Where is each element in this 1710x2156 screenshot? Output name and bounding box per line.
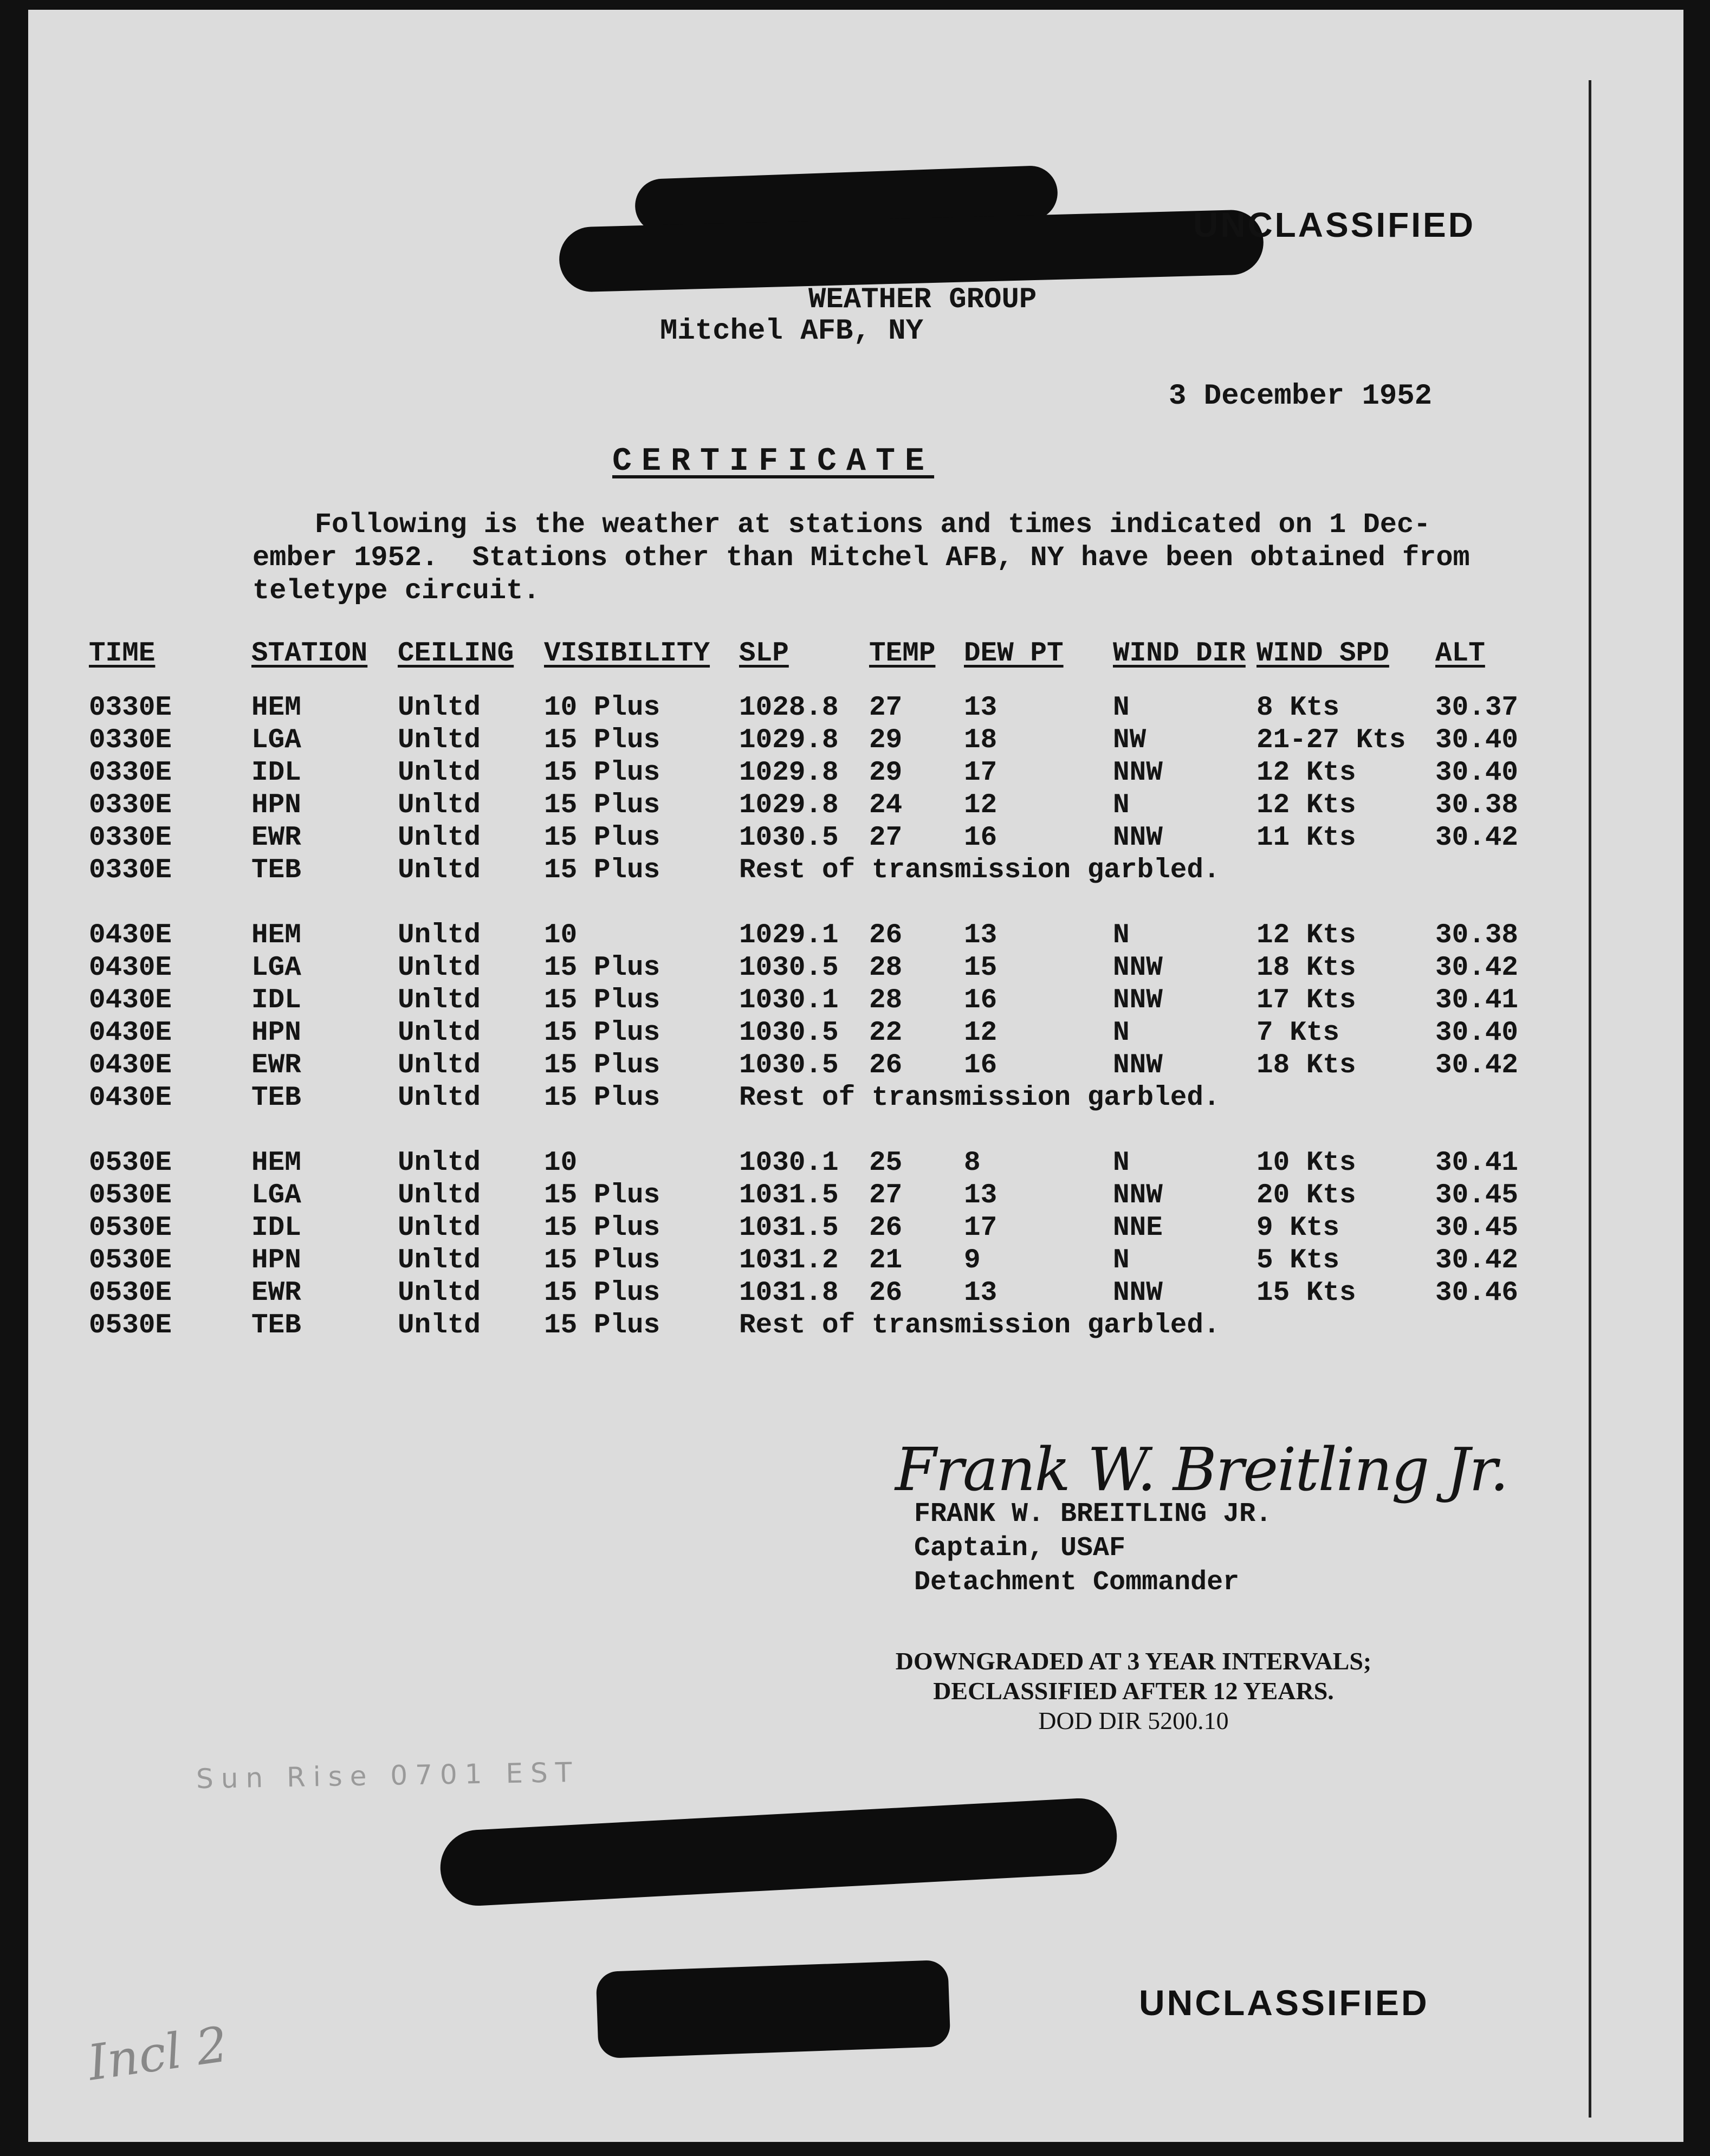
table-cell: NNW xyxy=(1113,985,1163,1016)
garbled-note: Rest of transmission garbled. xyxy=(739,1310,1220,1341)
table-cell: 15 Plus xyxy=(544,1018,660,1048)
table-cell: Unltd xyxy=(398,725,481,756)
table-cell: 0530E xyxy=(89,1180,172,1211)
table-cell: Unltd xyxy=(398,1148,481,1179)
table-cell: HPN xyxy=(251,1018,301,1048)
handwritten-corner-note: Incl 2 xyxy=(84,2016,231,2092)
table-row xyxy=(89,953,1522,985)
document-date: 3 December 1952 xyxy=(1169,380,1433,413)
table-cell: 1031.2 xyxy=(739,1245,839,1276)
table-cell: NNW xyxy=(1113,1180,1163,1211)
column-header: DEW PT xyxy=(964,638,1064,669)
table-row xyxy=(89,725,1522,757)
table-cell: 0330E xyxy=(89,692,172,723)
table-cell: 15 Plus xyxy=(544,1083,660,1113)
table-cell: HPN xyxy=(251,1245,301,1276)
table-cell: LGA xyxy=(251,953,301,983)
table-cell: 30.42 xyxy=(1435,953,1519,983)
table-cell: 26 xyxy=(869,1050,903,1081)
table-row xyxy=(89,1148,1522,1180)
table-cell: 11 Kts xyxy=(1256,823,1356,853)
table-row xyxy=(89,855,1522,888)
table-cell: NNW xyxy=(1113,823,1163,853)
table-cell: TEB xyxy=(251,855,301,886)
table-cell: 1028.8 xyxy=(739,692,839,723)
signer-rank: Captain, USAF xyxy=(914,1533,1126,1564)
table-cell: 9 Kts xyxy=(1256,1213,1340,1244)
table-cell: 30.40 xyxy=(1435,1018,1519,1048)
org-line: WEATHER GROUP xyxy=(808,283,1037,316)
table-row xyxy=(89,1083,1522,1115)
table-cell: 28 xyxy=(869,953,903,983)
table-cell: 10 xyxy=(544,920,578,951)
column-header: SLP xyxy=(739,638,789,669)
table-cell: 30.38 xyxy=(1435,920,1519,951)
table-row xyxy=(89,920,1522,953)
garbled-note: Rest of transmission garbled. xyxy=(739,855,1220,886)
table-cell: 7 Kts xyxy=(1256,1018,1340,1048)
table-row xyxy=(89,1018,1522,1050)
table-cell: N xyxy=(1113,1148,1130,1179)
table-cell: HPN xyxy=(251,790,301,821)
table-cell: 0530E xyxy=(89,1278,172,1309)
table-cell: NNE xyxy=(1113,1213,1163,1244)
table-cell: 13 xyxy=(964,1180,998,1211)
table-cell: TEB xyxy=(251,1310,301,1341)
table-cell: 1029.8 xyxy=(739,725,839,756)
pencil-note: Sun Rise 0701 EST xyxy=(196,1756,580,1795)
table-cell: NNW xyxy=(1113,757,1163,788)
table-cell: Unltd xyxy=(398,1278,481,1309)
table-cell: 0530E xyxy=(89,1148,172,1179)
table-cell: Unltd xyxy=(398,1083,481,1113)
table-cell: 15 Plus xyxy=(544,953,660,983)
garbled-note: Rest of transmission garbled. xyxy=(739,1083,1220,1113)
table-cell: 0330E xyxy=(89,790,172,821)
table-cell: 5 Kts xyxy=(1256,1245,1340,1276)
column-header: TEMP xyxy=(869,638,936,669)
table-cell: TEB xyxy=(251,1083,301,1113)
table-cell: Unltd xyxy=(398,855,481,886)
table-cell: 30.38 xyxy=(1435,790,1519,821)
table-row xyxy=(89,823,1522,855)
table-cell: 18 Kts xyxy=(1256,1050,1356,1081)
table-cell: 15 Plus xyxy=(544,1245,660,1276)
table-row xyxy=(89,757,1522,790)
table-cell: 15 Plus xyxy=(544,757,660,788)
table-cell: 0430E xyxy=(89,920,172,951)
handwritten-signature: Frank W. Breitling Jr. xyxy=(895,1435,1508,1504)
table-cell: EWR xyxy=(251,823,301,853)
table-cell: 1030.1 xyxy=(739,1148,839,1179)
table-cell: N xyxy=(1113,920,1130,951)
table-cell: 1030.5 xyxy=(739,1018,839,1048)
table-cell: Unltd xyxy=(398,920,481,951)
table-cell: 0530E xyxy=(89,1310,172,1341)
table-cell: 12 Kts xyxy=(1256,920,1356,951)
table-cell: 17 xyxy=(964,1213,998,1244)
table-cell: 13 xyxy=(964,1278,998,1309)
table-cell: 18 xyxy=(964,725,998,756)
signer-name: FRANK W. BREITLING JR. xyxy=(914,1499,1272,1530)
table-cell: LGA xyxy=(251,1180,301,1211)
intro-line-1: Following is the weather at stations and times indicated on 1 Dec- xyxy=(247,509,1431,541)
table-cell: 0330E xyxy=(89,757,172,788)
table-cell: 0530E xyxy=(89,1245,172,1276)
table-cell: 16 xyxy=(964,985,998,1016)
table-cell: 1030.5 xyxy=(739,953,839,983)
table-cell: IDL xyxy=(251,985,301,1016)
table-cell: 30.42 xyxy=(1435,1245,1519,1276)
table-row xyxy=(89,692,1522,725)
document-page xyxy=(28,10,1683,2142)
group-spacer xyxy=(89,1115,1522,1148)
table-cell: 10 Kts xyxy=(1256,1148,1356,1179)
redaction-bar xyxy=(595,1960,950,2059)
table-cell: 30.42 xyxy=(1435,1050,1519,1081)
table-cell: 10 Plus xyxy=(544,692,660,723)
table-header-row xyxy=(89,638,1522,692)
table-cell: NNW xyxy=(1113,1278,1163,1309)
column-header: WIND SPD xyxy=(1256,638,1389,669)
table-cell: 1030.1 xyxy=(739,985,839,1016)
table-cell: NNW xyxy=(1113,1050,1163,1081)
table-cell: Unltd xyxy=(398,1213,481,1244)
table-cell: 15 xyxy=(964,953,998,983)
table-cell: 26 xyxy=(869,1213,903,1244)
table-cell: 0330E xyxy=(89,855,172,886)
table-cell: 8 Kts xyxy=(1256,692,1340,723)
table-cell: 1031.8 xyxy=(739,1278,839,1309)
table-cell: 15 Plus xyxy=(544,855,660,886)
table-cell: 15 Plus xyxy=(544,1213,660,1244)
table-cell: 13 xyxy=(964,920,998,951)
table-cell: NNW xyxy=(1113,953,1163,983)
declass-line-2: DECLASSIFIED AFTER 12 YEARS. xyxy=(933,1677,1334,1705)
table-cell: Unltd xyxy=(398,1180,481,1211)
table-cell: 26 xyxy=(869,1278,903,1309)
table-cell: 15 Plus xyxy=(544,1050,660,1081)
table-cell: 0430E xyxy=(89,1050,172,1081)
table-cell: 30.40 xyxy=(1435,757,1519,788)
table-cell: 1031.5 xyxy=(739,1213,839,1244)
table-cell: Unltd xyxy=(398,1245,481,1276)
table-cell: 17 Kts xyxy=(1256,985,1356,1016)
table-cell: N xyxy=(1113,692,1130,723)
table-row xyxy=(89,985,1522,1018)
table-cell: 12 xyxy=(964,1018,998,1048)
weather-table xyxy=(89,638,1522,1343)
table-cell: 30.45 xyxy=(1435,1213,1519,1244)
table-cell: Unltd xyxy=(398,1310,481,1341)
table-row xyxy=(89,1180,1522,1213)
table-cell: HEM xyxy=(251,920,301,951)
table-cell: 15 Plus xyxy=(544,790,660,821)
table-cell: Unltd xyxy=(398,757,481,788)
table-cell: HEM xyxy=(251,1148,301,1179)
intro-line-2: ember 1952. Stations other than Mitchel AFB, NY have been obtained from xyxy=(252,542,1470,574)
column-header: TIME xyxy=(89,638,156,669)
table-cell: 15 Kts xyxy=(1256,1278,1356,1309)
table-row xyxy=(89,1310,1522,1343)
table-cell: 10 xyxy=(544,1148,578,1179)
table-cell: Unltd xyxy=(398,1018,481,1048)
table-row xyxy=(89,1278,1522,1310)
table-cell: LGA xyxy=(251,725,301,756)
org-location: Mitchel AFB, NY xyxy=(660,315,924,348)
table-cell: 16 xyxy=(964,1050,998,1081)
declass-line-3: DOD DIR 5200.10 xyxy=(1038,1707,1229,1734)
classification-stamp-top: UNCLASSIFIED xyxy=(1193,205,1475,244)
table-cell: 20 Kts xyxy=(1256,1180,1356,1211)
table-cell: 21 xyxy=(869,1245,903,1276)
table-cell: 15 Plus xyxy=(544,1278,660,1309)
column-header: ALT xyxy=(1435,638,1485,669)
table-cell: 0530E xyxy=(89,1213,172,1244)
table-cell: N xyxy=(1113,1245,1130,1276)
table-cell: 25 xyxy=(869,1148,903,1179)
declassification-notice xyxy=(798,1646,1469,1736)
table-cell: NW xyxy=(1113,725,1147,756)
table-cell: 30.40 xyxy=(1435,725,1519,756)
table-cell: N xyxy=(1113,790,1130,821)
table-cell: 15 Plus xyxy=(544,823,660,853)
signer-role: Detachment Commander xyxy=(914,1567,1240,1598)
redaction-bar xyxy=(438,1796,1119,1907)
table-cell: 0430E xyxy=(89,953,172,983)
table-row xyxy=(89,1213,1522,1245)
column-header: VISIBILITY xyxy=(544,638,710,669)
table-cell: 28 xyxy=(869,985,903,1016)
table-cell: 16 xyxy=(964,823,998,853)
classification-stamp-bottom: UNCLASSIFIED xyxy=(1139,1983,1429,2023)
table-cell: 1029.8 xyxy=(739,757,839,788)
table-cell: IDL xyxy=(251,1213,301,1244)
table-cell: 12 xyxy=(964,790,998,821)
table-cell: 15 Plus xyxy=(544,985,660,1016)
table-cell: 30.45 xyxy=(1435,1180,1519,1211)
column-header: WIND DIR xyxy=(1113,638,1246,669)
table-cell: Unltd xyxy=(398,1050,481,1081)
table-cell: 30.37 xyxy=(1435,692,1519,723)
group-spacer xyxy=(89,888,1522,920)
table-cell: EWR xyxy=(251,1050,301,1081)
table-cell: 9 xyxy=(964,1245,981,1276)
table-cell: 1031.5 xyxy=(739,1180,839,1211)
table-cell: 0330E xyxy=(89,823,172,853)
table-row xyxy=(89,790,1522,823)
table-cell: IDL xyxy=(251,757,301,788)
table-cell: 30.46 xyxy=(1435,1278,1519,1309)
table-cell: 15 Plus xyxy=(544,725,660,756)
table-cell: 15 Plus xyxy=(544,1310,660,1341)
table-cell: 0430E xyxy=(89,1083,172,1113)
table-cell: 27 xyxy=(869,692,903,723)
table-cell: 0430E xyxy=(89,985,172,1016)
table-cell: 17 xyxy=(964,757,998,788)
table-cell: 12 Kts xyxy=(1256,757,1356,788)
table-cell: N xyxy=(1113,1018,1130,1048)
table-cell: Unltd xyxy=(398,985,481,1016)
table-cell: Unltd xyxy=(398,823,481,853)
table-cell: Unltd xyxy=(398,790,481,821)
table-cell: 24 xyxy=(869,790,903,821)
table-cell: HEM xyxy=(251,692,301,723)
table-cell: 8 xyxy=(964,1148,981,1179)
table-cell: 27 xyxy=(869,823,903,853)
table-cell: 30.41 xyxy=(1435,985,1519,1016)
table-cell: 15 Plus xyxy=(544,1180,660,1211)
intro-line-3: teletype circuit. xyxy=(252,575,540,607)
table-cell: 1029.8 xyxy=(739,790,839,821)
table-cell: 1030.5 xyxy=(739,823,839,853)
column-header: STATION xyxy=(251,638,368,669)
table-cell: Unltd xyxy=(398,692,481,723)
page-title: CERTIFICATE xyxy=(612,443,935,480)
table-cell: 0430E xyxy=(89,1018,172,1048)
table-cell: 21-27 Kts xyxy=(1256,725,1406,756)
table-cell: 13 xyxy=(964,692,998,723)
table-cell: 26 xyxy=(869,920,903,951)
table-cell: 22 xyxy=(869,1018,903,1048)
column-header: CEILING xyxy=(398,638,514,669)
table-cell: 27 xyxy=(869,1180,903,1211)
table-row xyxy=(89,1245,1522,1278)
declass-line-1: DOWNGRADED AT 3 YEAR INTERVALS; xyxy=(895,1647,1372,1675)
table-cell: Unltd xyxy=(398,953,481,983)
table-cell: 12 Kts xyxy=(1256,790,1356,821)
table-cell: 1030.5 xyxy=(739,1050,839,1081)
table-cell: 30.41 xyxy=(1435,1148,1519,1179)
page-edge-rule xyxy=(1589,80,1591,2118)
table-cell: 29 xyxy=(869,757,903,788)
table-row xyxy=(89,1050,1522,1083)
table-cell: EWR xyxy=(251,1278,301,1309)
table-cell: 30.42 xyxy=(1435,823,1519,853)
table-cell: 0330E xyxy=(89,725,172,756)
table-cell: 1029.1 xyxy=(739,920,839,951)
table-cell: 29 xyxy=(869,725,903,756)
table-cell: 18 Kts xyxy=(1256,953,1356,983)
